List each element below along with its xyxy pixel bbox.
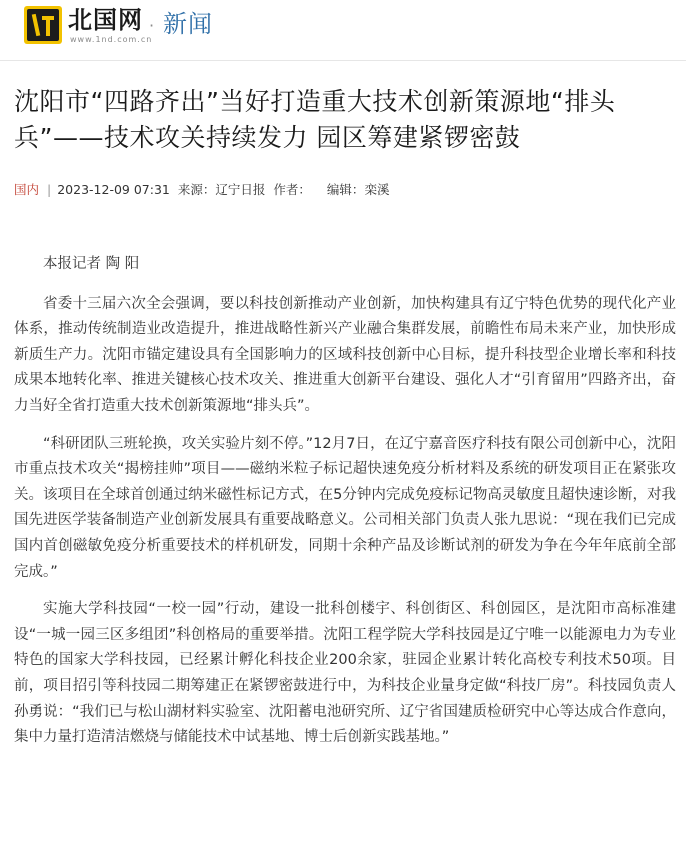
publish-datetime: 2023-12-09 07:31 <box>57 182 170 197</box>
article-body <box>14 252 676 763</box>
source-name: 辽宁日报 <box>215 182 266 197</box>
article-paragraph: “科研团队三班轮换，攻关实验片刻不停。”12月7日，在辽宁嘉音医疗科技有限公司创新中心，沈阳市重点技术攻关“揭榜挂帅”项目——磁纳米粒子标记超快速免疫分析材料及系统的研发项目正在紧张攻关。该项目在全球首创通过纳米磁性标记方式，在5分钟内完成免疫标记物高灵敏度且超快速诊断，对我国先进医学装备制造产业创新发展具有重要战略意义。公司相关部门负责人张九思说：“现在我们已完成国内首创磁敏免疫分析重要技术的样机研发，同期十余种产品及诊断试剂的研发为争在今年年底前全部完成。” <box>14 435 676 580</box>
section-link-news[interactable]: 新闻 <box>163 10 213 38</box>
brand-name[interactable]: 北国网 <box>68 6 143 34</box>
header-divider <box>0 60 686 61</box>
editor-name: 栾溪 <box>364 182 390 197</box>
category-link[interactable]: 国内 <box>14 182 40 197</box>
site-logo-icon[interactable] <box>24 6 62 44</box>
site-header <box>0 0 686 52</box>
article-meta <box>14 181 389 199</box>
article-paragraph: 省委十三届六次全会强调，要以科技创新推动产业创新，加快构建具有辽宁特色优势的现代化产业体系，推动传统制造业改造提升，推进战略性新兴产业融合集群发展，前瞻性布局未来产业，加快形成新质生产力。沈阳市锚定建设具有全国影响力的区域科技创新中心目标，提升科技型企业增长率和科技成果本地转化率、推进关键核心技术攻关、推进重大创新平台建设、强化人才“引育留用”四路齐出，奋力当好全省打造重大技术创新策源地“排头兵”。 <box>14 295 676 414</box>
source-label: 来源： <box>177 182 216 197</box>
author-label: 作者： <box>273 182 311 197</box>
brand-separator: · <box>149 16 155 35</box>
article-title: 沈阳市“四路齐出”当好打造重大技术创新策源地“排头兵”——技术攻关持续发力 园区筹建紧锣密鼓 <box>14 87 616 152</box>
meta-separator: | <box>47 182 52 197</box>
article-byline: 本报记者 陶 阳 <box>43 256 140 272</box>
brand-url: www.1nd.com.cn <box>70 35 153 44</box>
editor-label: 编辑： <box>326 182 365 197</box>
article-paragraph: 实施大学科技园“一校一园”行动，建设一批科创楼宇、科创街区、科创园区，是沈阳市高标准建设“一城一园三区多组团”科创格局的重要举措。沈阳工程学院大学科技园是辽宁唯一以能源电力为专业特色的国家大学科技园，已经累计孵化科技企业200余家，驻园企业累计转化高校专利技术50项。目前，项目招引等科技园二期筹建正在紧锣密鼓进行中，为科技企业量身定做“科技厂房”。科技园负责人孙勇说：“我们已与松山湖材料实验室、沈阳蓄电池研究所、辽宁省国建质检研究中心等达成合作意向，集中力量打造清洁燃烧与储能技术中试基地、博士后创新实践基地。” <box>14 601 676 746</box>
